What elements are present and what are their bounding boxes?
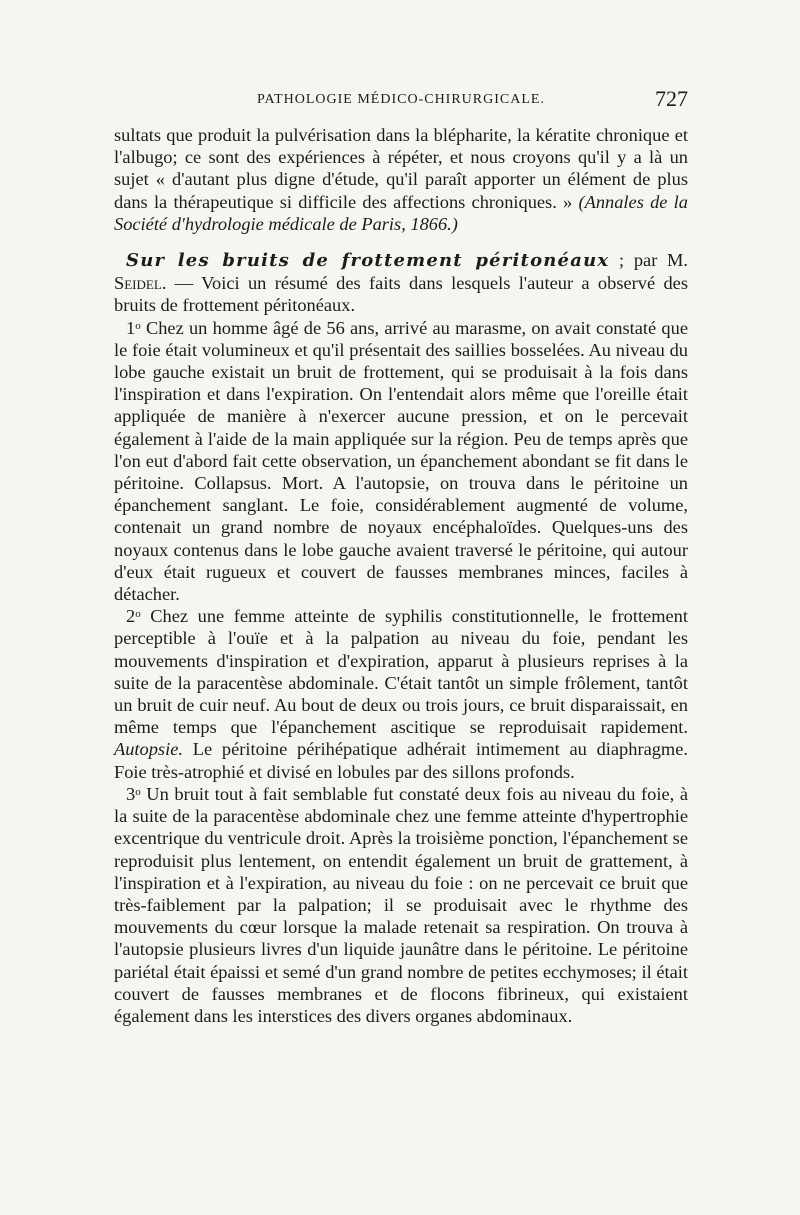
case-ordinal: o (135, 319, 141, 332)
case-number: 3 (126, 783, 136, 804)
case-text: Chez une femme atteinte de syphilis constitutionnelle, le frottement perceptible à l'ouïe et à la palpation au niveau du foie, pendant les mouvements d'inspiration et d'expiration, apparut à plusieurs reprises à la suite de la paracentèse abdominale. C'était tantôt un simple frôlement, tantôt un bruit de cuir neuf. Au bout de deux ou trois jours, ce bruit disparaissait, en même temps que l'épanchement ascitique se reproduisait rapidement. (114, 606, 688, 738)
case-paragraph-2 (114, 605, 688, 783)
case-paragraph-1 (114, 317, 688, 606)
case-paragraph-3 (114, 783, 688, 1027)
intro-text: sultats que produit la pulvérisation dans la blépharite, la kératite chronique et l'albugo; ce sont des expériences à répéter, et nous croyons qu'il y a là un sujet « d'autant plus digne d'étude, qu'il paraît apporter un élément de plus dans la thérapeutique si difficile des affections chroniques. » (114, 125, 688, 212)
case-number: 2 (126, 606, 136, 627)
article-heading-paragraph (114, 249, 688, 317)
page-number: 727 (655, 86, 688, 111)
case-ordinal: o (135, 608, 141, 621)
article-title: Sur les bruits de frottement péritonéaux (126, 250, 610, 272)
intro-paragraph (114, 124, 688, 235)
case-text: Chez un homme âgé de 56 ans, arrivé au marasme, on avait constaté que le foie était volumineux et qu'il présentait des saillies bosselées. Au niveau du lobe gauche existait un bruit de frottement, qui se produisait à la fois dans l'inspiration et dans l'expiration. On l'entendait alors même que l'oreille était appliquée de manière à n'exercer aucune pression, et on le percevait également à l'aide de la main appliquée sur la région. Peu de temps après que l'on eut d'abord fait cette observation, un épanchement abondant se fit dans le péritoine. Collapsus. Mort. A l'autopsie, on trouva dans le péritoine un épanchement sanglant. Le foie, considérablement augmenté de volume, contenait un grand nombre de noyaux encéphaloïdes. Quelques-uns des noyaux contenus dans le lobe gauche avaient traversé le péritoine, qui autour d'eux était rugueux et couvert de fausses membranes minces, faciles à détacher. (114, 317, 688, 605)
case-number: 1 (126, 317, 136, 338)
article-author: M. Seidel (114, 250, 688, 294)
running-title: PATHOLOGIE MÉDICO-CHIRURGICALE. (257, 92, 545, 107)
citation: (Annales de la Société d'hydrologie médicale de Paris, 1866.) (114, 191, 688, 234)
article-intro: . — Voici un résumé des faits dans lesquels l'auteur a observé des bruits de frottement péritonéaux. (114, 273, 688, 316)
case-text: Un bruit tout à fait semblable fut constaté deux fois au niveau du foie, à la suite de la paracentèse abdominale chez une femme atteinte d'hypertrophie excentrique du ventricule droit. Après la troisième ponction, l'épanchement se reproduisit plus lentement, on entendit également un bruit de grattement, à l'inspiration et à l'expiration, au niveau du foie : on ne percevait ce bruit que très-faiblement par la palpation; il se produisait avec le rhythme des mouvements du cœur lorsque la malade retenait sa respiration. On trouva à l'autopsie plusieurs livres d'un liquide jaunâtre dans le péritoine. Le péritoine pariétal était épaissi et semé d'un grand nombre de petites ecchymoses; il était couvert de fausses membranes et de flocons fibrineux, qui existaient également dans les interstices des divers organes abdominaux. (114, 783, 688, 1026)
body-text (114, 124, 688, 1027)
running-header (114, 86, 688, 124)
case-ordinal: o (135, 785, 141, 798)
byline-separator: ; par (609, 250, 668, 271)
book-page (114, 86, 688, 1027)
case-text-continued: Le péritoine périhépatique adhérait intimement au diaphragme. Foie très-atrophié et divisé en lobules par des sillons profonds. (114, 739, 688, 782)
case-italic: Autopsie. (114, 739, 183, 760)
